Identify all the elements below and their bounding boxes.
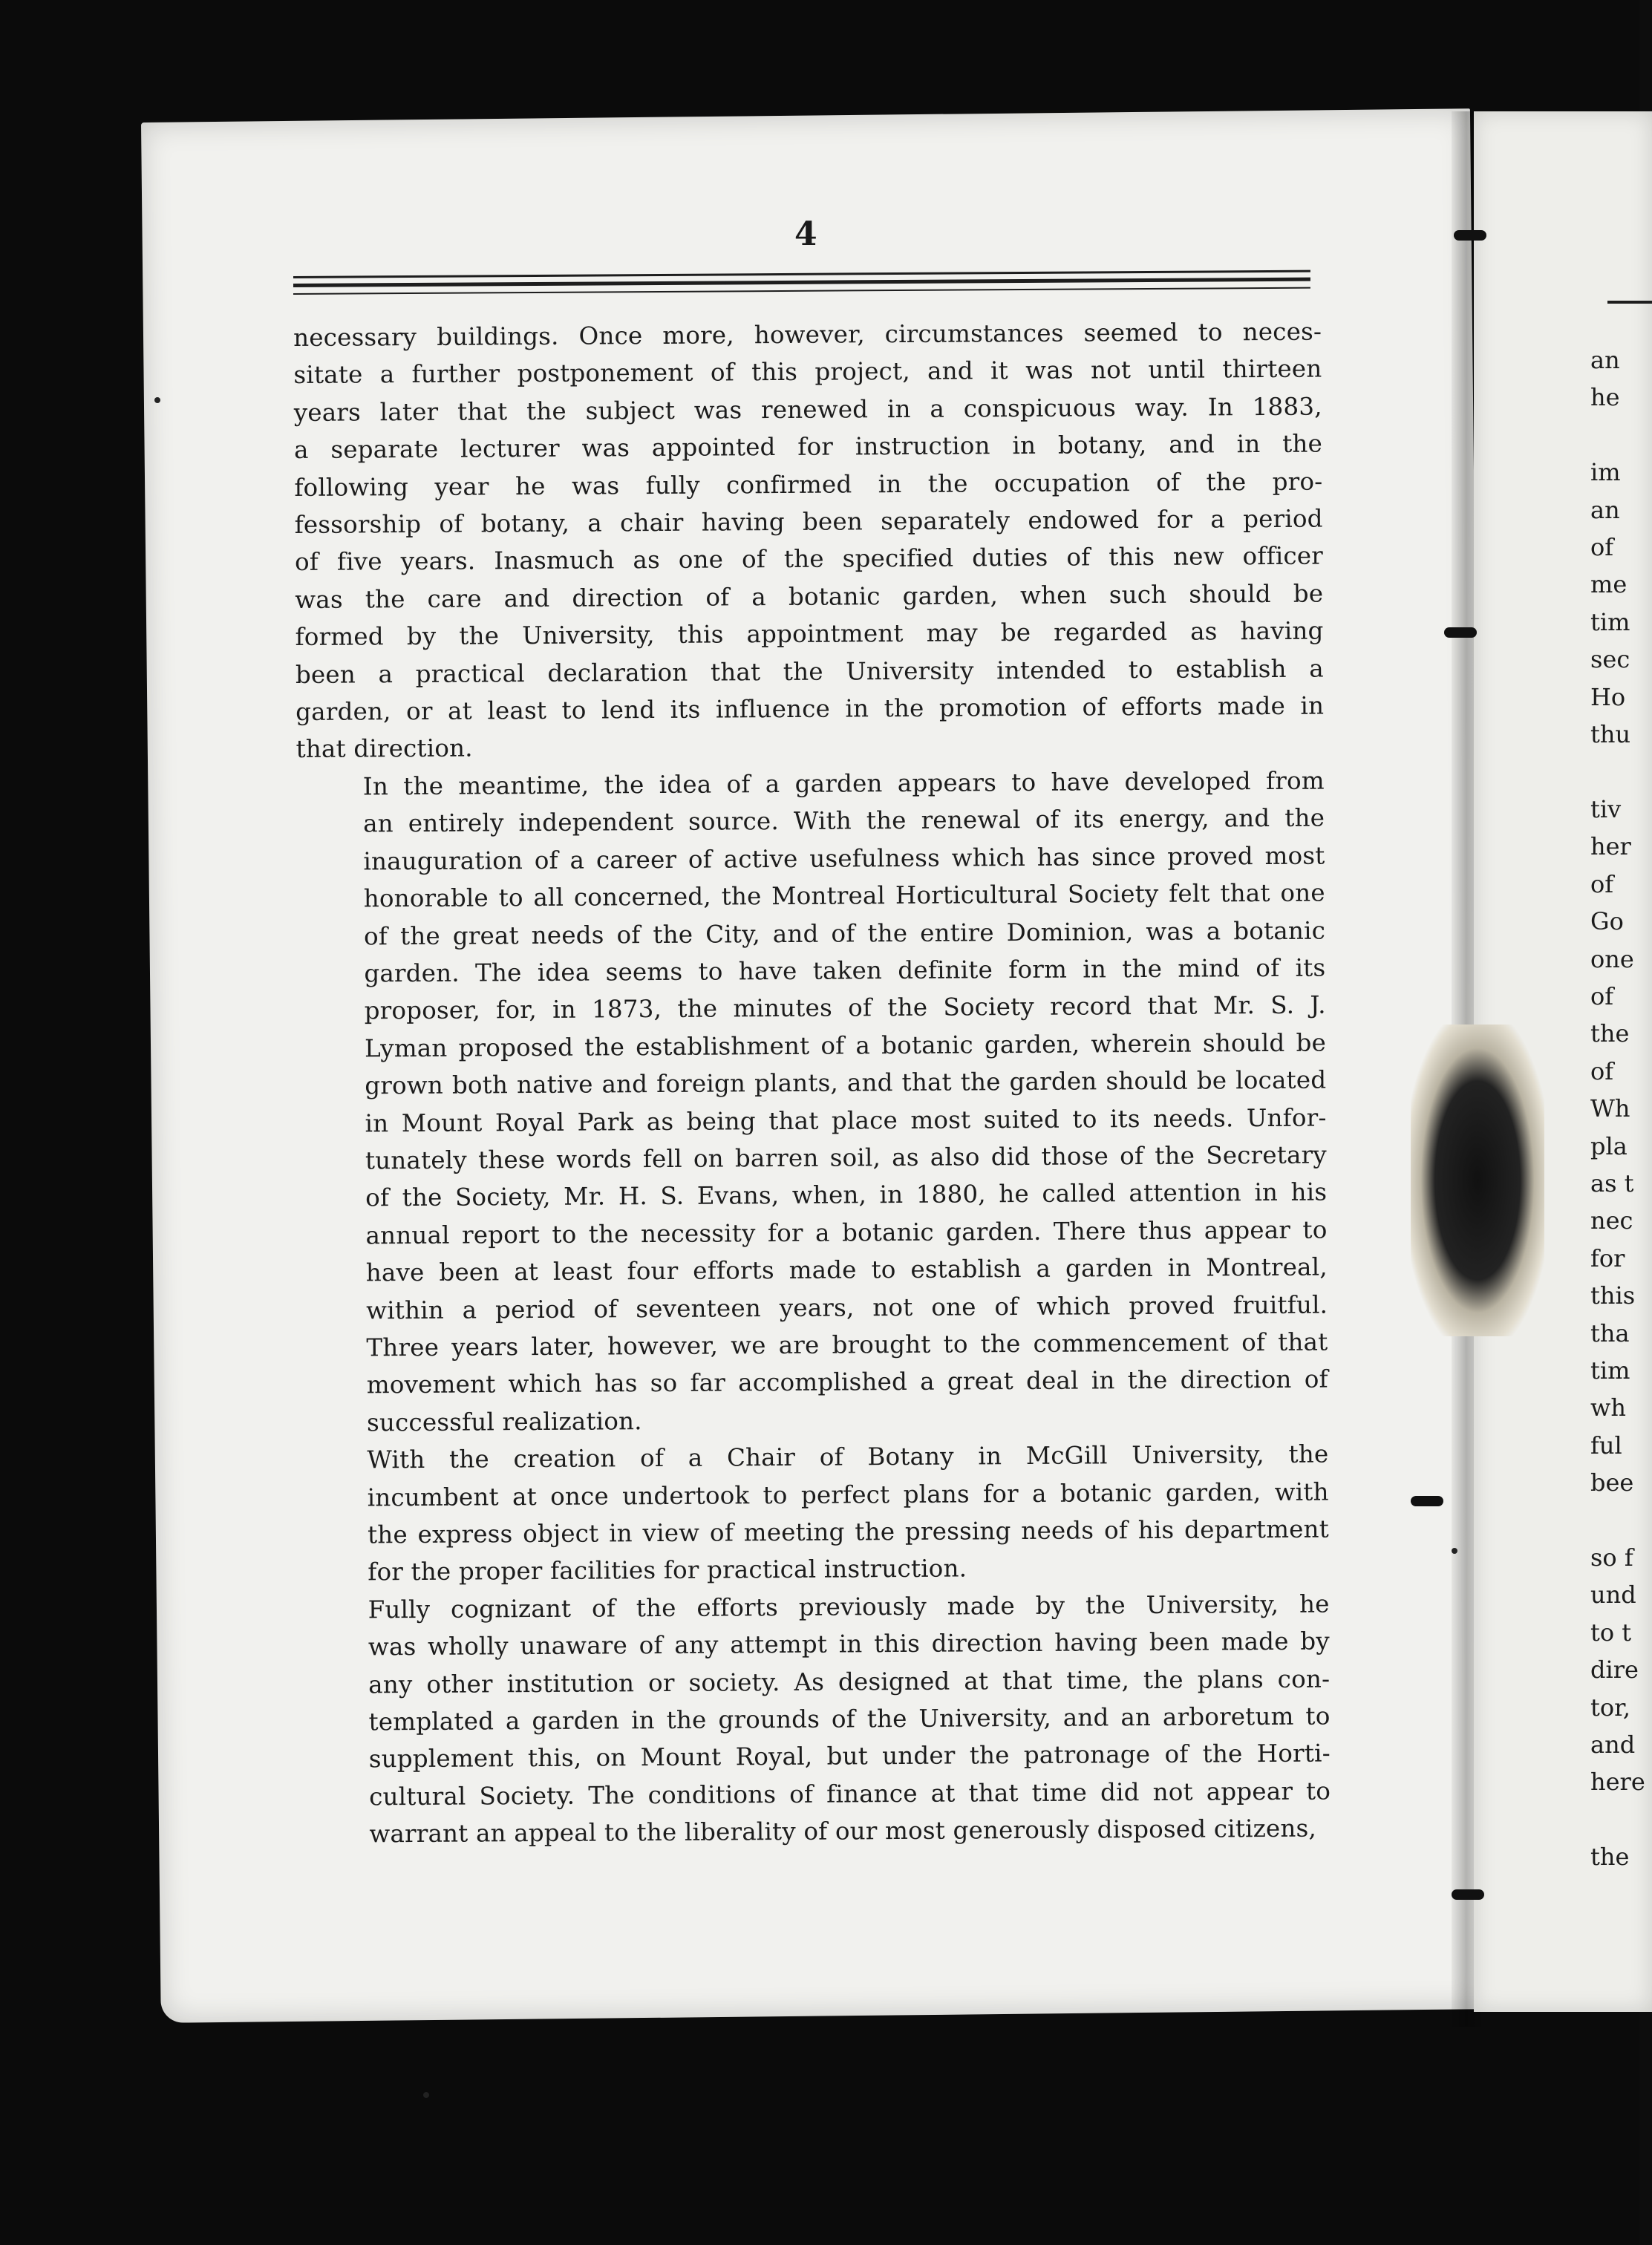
text-line: following year he was fully confirmed in the occupation of the pro- bbox=[294, 467, 1323, 502]
right-page-fragment: thu bbox=[1590, 720, 1631, 749]
right-page-fragment: bee bbox=[1590, 1468, 1634, 1497]
text-line: the express object in view of meeting the pressing needs of his department bbox=[367, 1514, 1330, 1549]
right-page-fragment: Ho bbox=[1590, 682, 1626, 711]
right-page-fragment: ful bbox=[1590, 1431, 1622, 1460]
text-line: of the Society, Mr. H. S. Evans, when, in 1880, he called attention in his bbox=[365, 1177, 1328, 1212]
paragraph bbox=[301, 1585, 1331, 1853]
text-line: Three years later, however, we are brought to the commencement of that bbox=[366, 1327, 1328, 1362]
right-page-fragment: for bbox=[1590, 1244, 1625, 1272]
text-line: movement which has so far accomplished a great deal in the direction of bbox=[366, 1365, 1328, 1399]
right-page-fragment: nec bbox=[1590, 1206, 1633, 1235]
right-page-fragment: of bbox=[1590, 533, 1614, 562]
right-page-fragment: the bbox=[1590, 1843, 1630, 1872]
right-page-fragment bbox=[1590, 1502, 1645, 1539]
right-page-fragment: an bbox=[1590, 495, 1620, 524]
binding-stitch bbox=[1411, 1496, 1443, 1506]
text-line: was the care and direction of a botanic garden, when such should be bbox=[295, 579, 1324, 614]
text-line: a separate lecturer was appointed for instruction in botany, and in the bbox=[293, 429, 1323, 465]
right-page-fragment: so f bbox=[1590, 1543, 1633, 1572]
text-line: successful realization. bbox=[366, 1406, 642, 1437]
right-page-fragment: he bbox=[1590, 383, 1620, 412]
text-line: In the meantime, the idea of a garden appears to have developed from bbox=[362, 766, 1325, 801]
text-line: fessorship of botany, a chair having been separately endowed for a period bbox=[294, 504, 1323, 540]
binding-stitch bbox=[1452, 1889, 1484, 1900]
right-page-fragment: an bbox=[1590, 346, 1620, 374]
right-page-fragment: her bbox=[1590, 832, 1631, 861]
text-line: of the great needs of the City, and of the entire Dominion, was a botanic bbox=[363, 916, 1326, 950]
right-page-fragment: tha bbox=[1590, 1318, 1630, 1347]
dust-speck bbox=[1452, 1548, 1457, 1554]
binding-stitch bbox=[1444, 627, 1477, 638]
right-page-fragment: wh bbox=[1590, 1393, 1626, 1422]
text-line: warrant an appeal to the liberality of our most generously disposed citizens, bbox=[369, 1814, 1317, 1849]
page-number: 4 bbox=[794, 215, 817, 253]
right-page-fragment bbox=[1590, 416, 1645, 454]
right-page-fragment: me bbox=[1590, 570, 1627, 599]
text-line: proposer, for, in 1873, the minutes of the Society record that Mr. S. J. bbox=[364, 990, 1326, 1025]
text-line: annual report to the necessity for a botanic garden. There thus appear to bbox=[365, 1215, 1328, 1250]
right-page-fragment: as t bbox=[1590, 1169, 1634, 1197]
text-line: any other institution or society. As designed at that time, the plans con- bbox=[368, 1664, 1331, 1699]
right-page-fragment: to t bbox=[1590, 1618, 1632, 1647]
text-line: inauguration of a career of active usefulness which has since proved most bbox=[363, 841, 1325, 876]
text-line: of five years. Inasmuch as one of the specified duties of this new officer bbox=[294, 541, 1324, 577]
dust-speck bbox=[154, 397, 160, 403]
right-page-fragment: pla bbox=[1590, 1131, 1627, 1160]
right-page-fragment: of bbox=[1590, 1056, 1614, 1085]
right-page-fragment: tor, bbox=[1590, 1693, 1631, 1722]
right-page-fragment: one bbox=[1590, 944, 1634, 973]
text-line: have been at least four efforts made to establish a garden in Montreal, bbox=[365, 1252, 1328, 1287]
right-page-fragment: of bbox=[1590, 981, 1614, 1010]
text-line: been a practical declaration that the University intended to establish a bbox=[295, 654, 1325, 689]
right-page-fragment: the bbox=[1590, 1019, 1630, 1048]
text-line: Fully cognizant of the efforts previously made by the University, he bbox=[368, 1589, 1330, 1624]
right-page-fragment: of bbox=[1590, 869, 1614, 898]
right-page-fragment: tiv bbox=[1590, 794, 1622, 823]
text-line: honorable to all concerned, the Montreal Horticultural Society felt that one bbox=[363, 878, 1325, 913]
text-line: for the proper facilities for practical instruction. bbox=[368, 1554, 967, 1586]
right-page-fragment: und bbox=[1590, 1581, 1636, 1610]
right-page-fragment: im bbox=[1590, 458, 1621, 487]
text-line: within a period of seventeen years, not one of which proved fruitful. bbox=[366, 1290, 1328, 1324]
right-page-header-rule bbox=[1607, 301, 1652, 304]
text-line: that direction. bbox=[296, 734, 473, 764]
paragraph bbox=[293, 313, 1325, 768]
body-text bbox=[293, 313, 1331, 1854]
text-line: sitate a further postponement of this project, and it was not until thirteen bbox=[293, 354, 1322, 390]
text-line: With the creation of a Chair of Botany in McGill University, the bbox=[367, 1440, 1329, 1474]
right-page-fragment: and bbox=[1590, 1731, 1636, 1759]
binding-hole bbox=[1411, 1025, 1544, 1336]
right-page-fragment: sec bbox=[1590, 645, 1630, 674]
text-line: was wholly unaware of any attempt in this direction having been made by bbox=[368, 1627, 1331, 1661]
text-line: incumbent at once undertook to perfect plans for a botanic garden, with bbox=[367, 1477, 1329, 1512]
text-line: an entirely independent source. With the renewal of its energy, and the bbox=[363, 803, 1325, 838]
right-page-fragment bbox=[1590, 1801, 1645, 1838]
binding-stitch bbox=[1454, 230, 1486, 241]
right-page-fragment: here bbox=[1590, 1768, 1645, 1797]
paragraph bbox=[296, 762, 1329, 1442]
text-line: formed by the University, this appointment may be regarded as having bbox=[295, 616, 1324, 652]
paragraph bbox=[300, 1436, 1329, 1592]
dust-speck bbox=[423, 2092, 429, 2098]
right-page-fragment: tim bbox=[1590, 607, 1630, 636]
right-page-fragment: dire bbox=[1590, 1656, 1639, 1684]
right-page-fragment: Go bbox=[1590, 907, 1624, 936]
text-line: supplement this, on Mount Royal, but under the patronage of the Horti- bbox=[368, 1739, 1331, 1774]
text-line: necessary buildings. Once more, however, circumstances seemed to neces- bbox=[293, 317, 1322, 352]
text-line: Lyman proposed the establishment of a botanic garden, wherein should be bbox=[364, 1028, 1327, 1063]
text-line: years later that the subject was renewed in a conspicuous way. In 1883, bbox=[293, 392, 1322, 427]
right-page-fragment: Wh bbox=[1590, 1094, 1630, 1123]
right-page-fragment: this bbox=[1590, 1281, 1636, 1310]
right-page-fragment: tim bbox=[1590, 1356, 1630, 1385]
right-page-fragment bbox=[1590, 753, 1645, 790]
text-line: garden, or at least to lend its influence in the promotion of efforts made in bbox=[296, 691, 1325, 727]
text-line: cultural Society. The conditions of finance at that time did not appear to bbox=[369, 1777, 1331, 1811]
right-page-text-fragments bbox=[1590, 342, 1645, 1876]
text-line: in Mount Royal Park as being that place most suited to its needs. Unfor- bbox=[365, 1103, 1327, 1137]
text-line: garden. The idea seems to have taken definite form in the mind of its bbox=[364, 953, 1326, 988]
text-line: grown both native and foreign plants, and that the garden should be located bbox=[365, 1065, 1327, 1100]
text-line: tunately these words fell on barren soil, as also did those of the Secretary bbox=[365, 1140, 1328, 1175]
text-line: templated a garden in the grounds of the University, and an arboretum to bbox=[368, 1702, 1331, 1736]
